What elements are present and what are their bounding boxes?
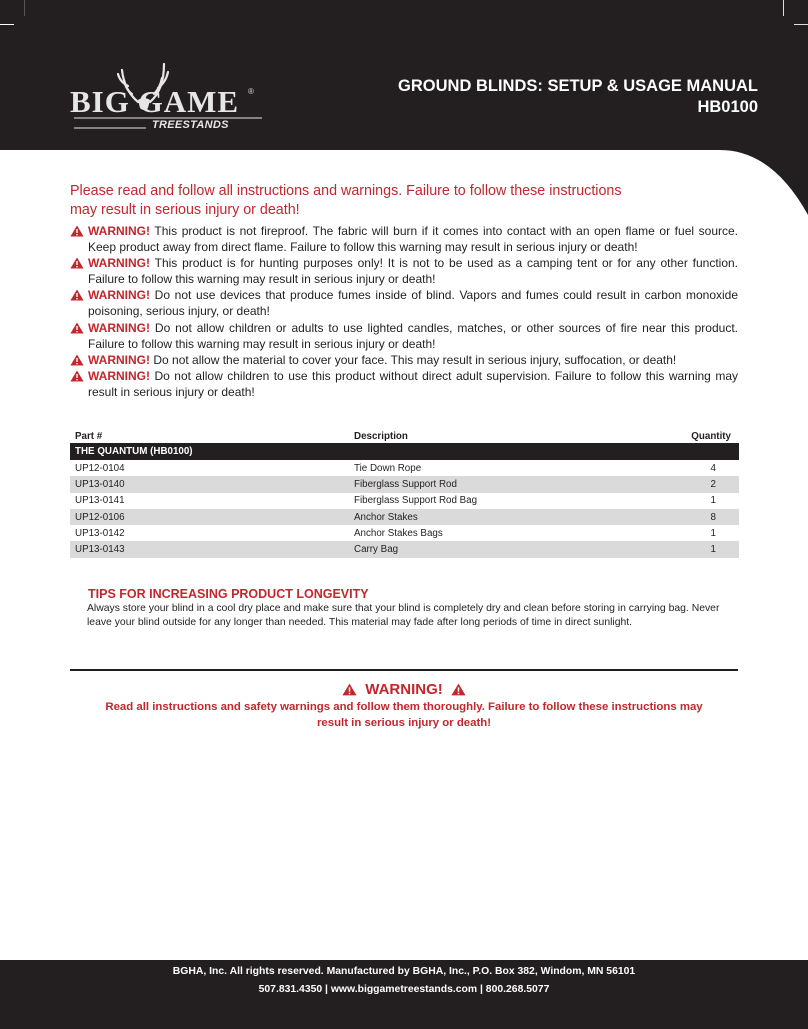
final-warning-heading bbox=[70, 680, 738, 699]
page-title bbox=[398, 76, 758, 118]
warning-label: WARNING! bbox=[88, 224, 150, 238]
tips-section bbox=[88, 587, 740, 629]
brand-name: BIG GAME bbox=[70, 84, 240, 119]
warning-triangle-icon bbox=[70, 370, 84, 382]
cell-description: Anchor Stakes Bags bbox=[354, 527, 443, 539]
cell-description: Anchor Stakes bbox=[354, 511, 418, 523]
warning-text: Do not allow the material to cover your face. This may result in serious injury, suffocation, or death! bbox=[153, 352, 677, 367]
cell-part: UP12-0106 bbox=[75, 511, 125, 523]
header-description: Description bbox=[354, 430, 408, 442]
cell-quantity: 1 bbox=[710, 544, 716, 556]
intro-warning-text: Please read and follow all instructions and warnings. Failure to follow these instructions may result in serious injury or death! bbox=[70, 183, 622, 218]
brand-logo bbox=[66, 62, 262, 138]
warning-triangle-icon bbox=[70, 225, 84, 237]
warning-triangle-icon bbox=[451, 683, 466, 696]
cell-quantity: 8 bbox=[710, 511, 716, 523]
warning-triangle-icon bbox=[70, 257, 84, 269]
cell-part: UP12-0104 bbox=[75, 462, 125, 474]
cell-part: UP13-0140 bbox=[75, 478, 125, 490]
warning-text: Do not allow children to use this product without direct adult supervision. Failure to follow this warning may result in serious injury or death! bbox=[88, 368, 738, 399]
cell-description: Fiberglass Support Rod bbox=[354, 478, 457, 490]
cell-part: UP13-0142 bbox=[75, 527, 125, 539]
warning-triangle-icon bbox=[342, 683, 357, 696]
title-line2: HB0100 bbox=[697, 98, 758, 116]
table-row bbox=[70, 493, 739, 509]
final-warning bbox=[70, 680, 738, 731]
crop-mark bbox=[794, 24, 808, 25]
crop-mark bbox=[24, 0, 25, 16]
tips-title: TIPS FOR INCREASING PRODUCT LONGEVITY bbox=[88, 587, 369, 601]
crop-mark bbox=[0, 24, 14, 25]
warning-text: Do not allow children or adults to use lighted candles, matches, or other sources of fire near this product. Failure to follow this warning may result in serious injury or death! bbox=[88, 320, 738, 351]
warning-item bbox=[70, 287, 738, 319]
final-warning-line1: Read all instructions and safety warnings and follow them thoroughly. Failure to follow these instructions may bbox=[105, 701, 703, 713]
header-part: Part # bbox=[75, 430, 103, 442]
table-row bbox=[70, 541, 739, 557]
warning-label: WARNING! bbox=[88, 352, 150, 367]
cell-quantity: 1 bbox=[710, 495, 716, 507]
warning-text: This product is not fireproof. The fabric will burn if it comes into contact with an open flame or fuel source. Keep product away from direct flame. Failure to follow this warning may result in serious injury or death! bbox=[88, 224, 738, 255]
table-row bbox=[70, 509, 739, 525]
final-warning-title: WARNING! bbox=[365, 681, 443, 698]
warning-item bbox=[70, 320, 738, 352]
brand-subtitle: TREESTANDS bbox=[152, 119, 229, 131]
warning-label: WARNING! bbox=[88, 320, 150, 335]
warning-text: Do not use devices that produce fumes inside of blind. Vapors and fumes could result in carbon monoxide poisoning, serious injury, or death! bbox=[88, 288, 739, 319]
warning-text: This product is for hunting purposes only! It is not to be used as a camping tent or for any other function. Failure to follow this warning may result in serious injury or death! bbox=[88, 256, 739, 287]
footer-line1: BGHA, Inc. All rights reserved. Manufactured by BGHA, Inc., P.O. Box 382, Windom, MN 56101 bbox=[172, 966, 636, 977]
warning-item bbox=[70, 223, 738, 255]
cell-quantity: 2 bbox=[710, 478, 716, 490]
cell-quantity: 1 bbox=[710, 527, 716, 539]
registered-mark: ® bbox=[248, 87, 254, 96]
warning-triangle-icon bbox=[70, 289, 84, 301]
header-quantity: Quantity bbox=[691, 430, 731, 442]
warning-label: WARNING! bbox=[88, 256, 150, 271]
title-line1: GROUND BLINDS: SETUP & USAGE MANUAL bbox=[398, 77, 758, 95]
warning-triangle-icon bbox=[70, 354, 84, 366]
warnings-list bbox=[70, 223, 738, 400]
warning-label: WARNING! bbox=[88, 288, 150, 303]
crop-mark bbox=[783, 0, 784, 16]
cell-description: Tie Down Rope bbox=[354, 462, 422, 474]
warning-triangle-icon bbox=[70, 322, 84, 334]
section-divider bbox=[70, 669, 738, 671]
table-row bbox=[70, 476, 739, 492]
warning-label: WARNING! bbox=[88, 368, 150, 383]
cell-quantity: 4 bbox=[710, 462, 716, 474]
final-warning-line2: result in serious injury or death! bbox=[316, 716, 492, 729]
table-group-header: THE QUANTUM (HB0100) bbox=[70, 443, 739, 460]
table-header bbox=[70, 429, 739, 443]
cell-part: UP13-0141 bbox=[75, 495, 125, 507]
footer-line2: 507.831.4350 | www.biggametreestands.com | 800.268.5077 bbox=[258, 983, 550, 995]
cell-part: UP13-0143 bbox=[75, 544, 125, 556]
warning-item bbox=[70, 368, 738, 400]
cell-description: Carry Bag bbox=[354, 544, 399, 556]
footer bbox=[0, 960, 808, 1029]
warning-item bbox=[70, 255, 738, 287]
warning-item bbox=[70, 352, 738, 368]
table-row bbox=[70, 460, 739, 476]
final-warning-text bbox=[70, 700, 738, 731]
parts-table bbox=[70, 429, 739, 558]
table-body bbox=[70, 460, 739, 558]
table-row bbox=[70, 525, 739, 541]
cell-description: Fiberglass Support Rod Bag bbox=[354, 495, 478, 507]
tips-body: Always store your blind in a cool dry place and make sure that your blind is completely dry and clean before storing in carrying bag. Never leave your blind outside for any longer than needed. This material may fade after long periods of time in direct sunlight. bbox=[87, 603, 720, 628]
